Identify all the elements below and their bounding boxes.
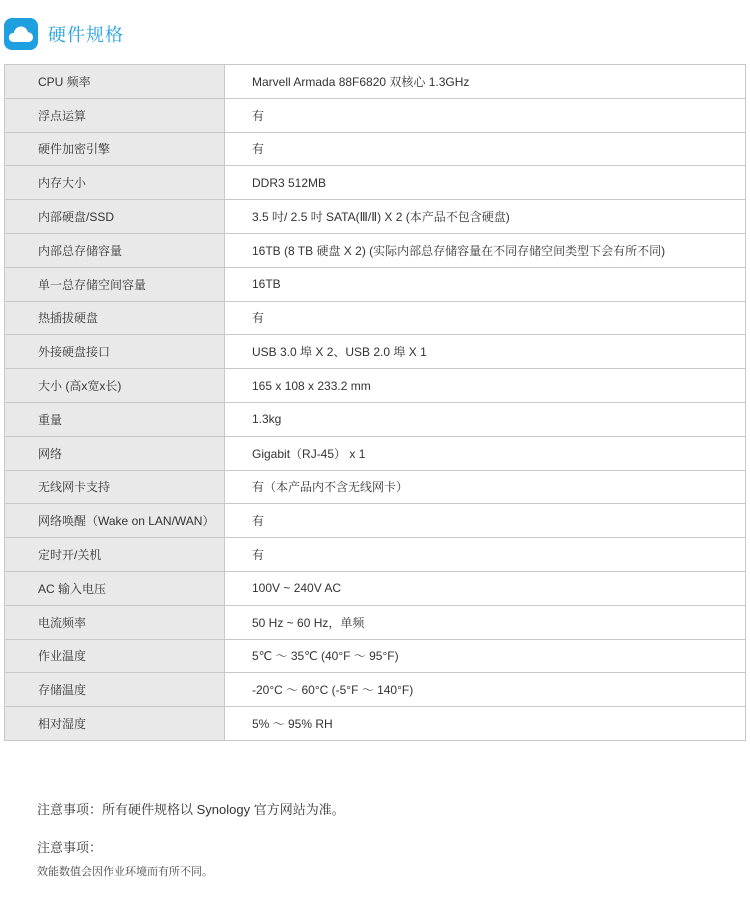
spec-label: 单一总存储空间容量 (5, 267, 225, 301)
table-row (5, 504, 746, 538)
spec-value: 有（本产品内不含无线网卡） (225, 470, 746, 504)
spec-value: 1.3kg (225, 402, 746, 436)
table-row (5, 335, 746, 369)
spec-label: 相对湿度 (5, 707, 225, 741)
spec-label: 内存大小 (5, 166, 225, 200)
spec-value: 16TB (8 TB 硬盘 X 2) (实际内部总存储容量在不同存储空间类型下会有所不同) (225, 233, 746, 267)
spec-value: 5℃ ～ 35℃ (40°F ～ 95°F) (225, 639, 746, 673)
spec-label: 存储温度 (5, 673, 225, 707)
table-row (5, 470, 746, 504)
spec-value: Marvell Armada 88F6820 双核心 1.3GHz (225, 65, 746, 99)
spec-value: 100V ~ 240V AC (225, 571, 746, 605)
table-row (5, 605, 746, 639)
cloud-icon (4, 18, 38, 50)
note-heading: 注意事项： (37, 840, 103, 855)
note-official-site: 注意事项：所有硬件规格以 Synology 官方网站为准。 (37, 802, 345, 817)
specs-table (4, 64, 746, 741)
spec-value: 有 (225, 504, 746, 538)
spec-label: 网络唤醒（Wake on LAN/WAN） (5, 504, 225, 538)
note-performance: 效能数值会因作业环境而有所不同。 (37, 866, 213, 878)
spec-value: 3.5 吋/ 2.5 吋 SATA(Ⅲ/Ⅱ) X 2 (本产品不包含硬盘) (225, 200, 746, 234)
spec-value: 有 (225, 301, 746, 335)
spec-label: 重量 (5, 402, 225, 436)
table-row (5, 65, 746, 99)
spec-label: 电流频率 (5, 605, 225, 639)
spec-label: 网络 (5, 436, 225, 470)
table-row (5, 98, 746, 132)
spec-label: 定时开/关机 (5, 538, 225, 572)
spec-value: 有 (225, 132, 746, 166)
spec-value: Gigabit（RJ-45） x 1 (225, 436, 746, 470)
spec-value: DDR3 512MB (225, 166, 746, 200)
spec-label: 大小 (高x宽x长) (5, 369, 225, 403)
table-row (5, 301, 746, 335)
spec-label: 外接硬盘接口 (5, 335, 225, 369)
table-row (5, 369, 746, 403)
spec-label: 热插拔硬盘 (5, 301, 225, 335)
spec-value: 165 x 108 x 233.2 mm (225, 369, 746, 403)
spec-value: 5% ～ 95% RH (225, 707, 746, 741)
spec-label: 内部总存储容量 (5, 233, 225, 267)
table-row (5, 707, 746, 741)
spec-label: 无线网卡支持 (5, 470, 225, 504)
table-row (5, 166, 746, 200)
spec-label: 浮点运算 (5, 98, 225, 132)
spec-label: AC 输入电压 (5, 571, 225, 605)
spec-value: -20°C ～ 60°C (-5°F ～ 140°F) (225, 673, 746, 707)
spec-value: 16TB (225, 267, 746, 301)
table-row (5, 200, 746, 234)
page-title: 硬件规格 (48, 25, 124, 45)
table-row (5, 402, 746, 436)
spec-label: CPU 频率 (5, 65, 225, 99)
spec-value: 有 (225, 538, 746, 572)
table-row (5, 132, 746, 166)
table-row (5, 673, 746, 707)
table-row (5, 267, 746, 301)
spec-value: 有 (225, 98, 746, 132)
spec-label: 内部硬盘/SSD (5, 200, 225, 234)
table-row (5, 571, 746, 605)
section-header (4, 18, 124, 50)
spec-label: 作业温度 (5, 639, 225, 673)
spec-value: 50 Hz ~ 60 Hz，单频 (225, 605, 746, 639)
spec-value: USB 3.0 埠 X 2、USB 2.0 埠 X 1 (225, 335, 746, 369)
spec-label: 硬件加密引擎 (5, 132, 225, 166)
table-row (5, 233, 746, 267)
table-row (5, 538, 746, 572)
table-row (5, 639, 746, 673)
table-row (5, 436, 746, 470)
